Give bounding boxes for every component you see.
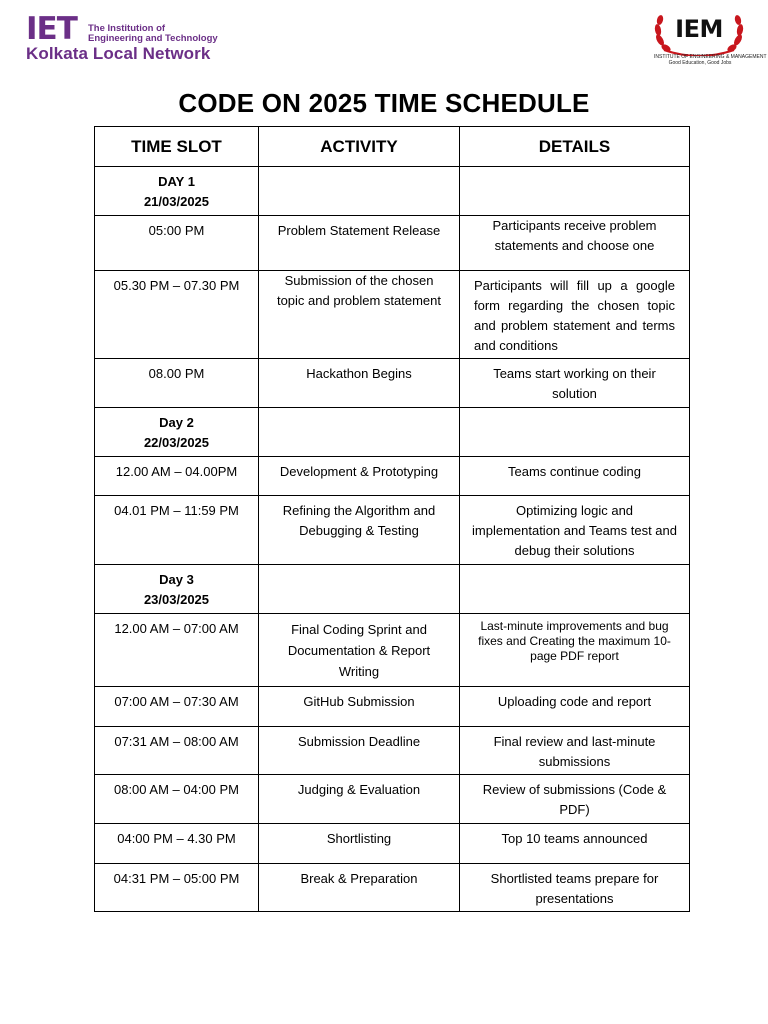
day-row [95, 408, 690, 457]
column-header-time-slot: TIME SLOT [95, 127, 259, 167]
table-row [95, 687, 690, 727]
day-label-cell [95, 167, 259, 216]
activity-cell: Break & Preparation [259, 864, 460, 912]
iet-logo-fullname [88, 24, 218, 44]
empty-cell [259, 408, 460, 457]
schedule-table [94, 126, 690, 912]
time-slot-cell: 05.30 PM – 07.30 PM [95, 271, 259, 359]
day-date: 23/03/2025 [143, 592, 210, 607]
table-row [95, 864, 690, 912]
time-slot-cell: 08:00 AM – 04:00 PM [95, 775, 259, 824]
details-cell: Optimizing logic and implementation and Teams test and debug their solutions [460, 496, 690, 565]
iem-fullname: INSTITUTE OF ENGINEERING & MANAGEMENT [654, 54, 767, 60]
details-cell: Shortlisted teams prepare for presentations [460, 864, 690, 912]
details-cell: Top 10 teams announced [460, 824, 690, 864]
day-row [95, 167, 690, 216]
day-row [95, 565, 690, 614]
page-title: CODE ON 2025 TIME SCHEDULE [178, 88, 590, 118]
time-slot-cell: 08.00 PM [95, 359, 259, 408]
table-row [95, 359, 690, 408]
activity-cell: Refining the Algorithm and Debugging & Testing [259, 496, 460, 565]
iet-logo [26, 11, 226, 64]
column-header-activity: ACTIVITY [259, 127, 460, 167]
activity-cell: Judging & Evaluation [259, 775, 460, 824]
iem-logo [652, 10, 767, 72]
table-row [95, 271, 690, 359]
activity-cell: Development & Prototyping [259, 457, 460, 496]
iet-logo-mark: IET [26, 11, 77, 47]
empty-cell [460, 408, 690, 457]
day-label: Day 3 [159, 572, 194, 587]
day-label-cell [95, 408, 259, 457]
time-slot-cell: 05:00 PM [95, 216, 259, 271]
details-cell: Teams continue coding [460, 457, 690, 496]
time-slot-cell: 04.01 PM – 11:59 PM [95, 496, 259, 565]
table-row [95, 496, 690, 565]
details-cell: Teams start working on their solution [460, 359, 690, 408]
time-slot-cell: 12.00 AM – 04.00PM [95, 457, 259, 496]
details-cell: Uploading code and report [460, 687, 690, 727]
activity-cell: GitHub Submission [259, 687, 460, 727]
time-slot-cell: 04:00 PM – 4.30 PM [95, 824, 259, 864]
details-cell: Participants receive problem statements and choose one [460, 216, 690, 271]
table-row [95, 824, 690, 864]
iet-fullname-line1: The Institution of [88, 23, 166, 34]
table-row [95, 727, 690, 775]
time-slot-cell: 04:31 PM – 05:00 PM [95, 864, 259, 912]
activity-cell: Submission of the chosen topic and problem statement [259, 271, 460, 359]
day-label: Day 2 [159, 415, 194, 430]
iet-fullname-line2: Engineering and Technology [88, 33, 218, 44]
details-cell: Review of submissions (Code & PDF) [460, 775, 690, 824]
time-slot-cell: 07:31 AM – 08:00 AM [95, 727, 259, 775]
activity-cell: Problem Statement Release [259, 216, 460, 271]
empty-cell [259, 565, 460, 614]
time-slot-cell: 12.00 AM – 07:00 AM [95, 614, 259, 687]
details-cell: Participants will fill up a google form regarding the chosen topic and problem statement and terms and conditions [460, 271, 690, 359]
details-cell: Final review and last-minute submissions [460, 727, 690, 775]
activity-cell: Submission Deadline [259, 727, 460, 775]
iem-tagline: Good Education, Good Jobs [668, 60, 732, 66]
empty-cell [460, 565, 690, 614]
activity-cell: Final Coding Sprint and Documentation & Report Writing [259, 614, 460, 687]
empty-cell [460, 167, 690, 216]
column-header-details: DETAILS [460, 127, 690, 167]
table-row [95, 614, 690, 687]
details-cell: Last-minute improvements and bug fixes and Creating the maximum 10-page PDF report [460, 614, 690, 687]
empty-cell [259, 167, 460, 216]
time-slot-cell: 07:00 AM – 07:30 AM [95, 687, 259, 727]
iem-logo-mark: IEM [675, 15, 723, 43]
activity-cell: Shortlisting [259, 824, 460, 864]
table-row [95, 775, 690, 824]
day-date: 22/03/2025 [143, 435, 210, 450]
table-header-row [95, 127, 690, 167]
day-date: 21/03/2025 [143, 194, 210, 209]
table-row [95, 457, 690, 496]
iem-logo-subtitle [654, 54, 767, 66]
day-label-cell [95, 565, 259, 614]
table-row [95, 216, 690, 271]
day-label: DAY 1 [158, 174, 195, 189]
activity-cell: Hackathon Begins [259, 359, 460, 408]
iet-network-name: Kolkata Local Network [26, 44, 211, 63]
